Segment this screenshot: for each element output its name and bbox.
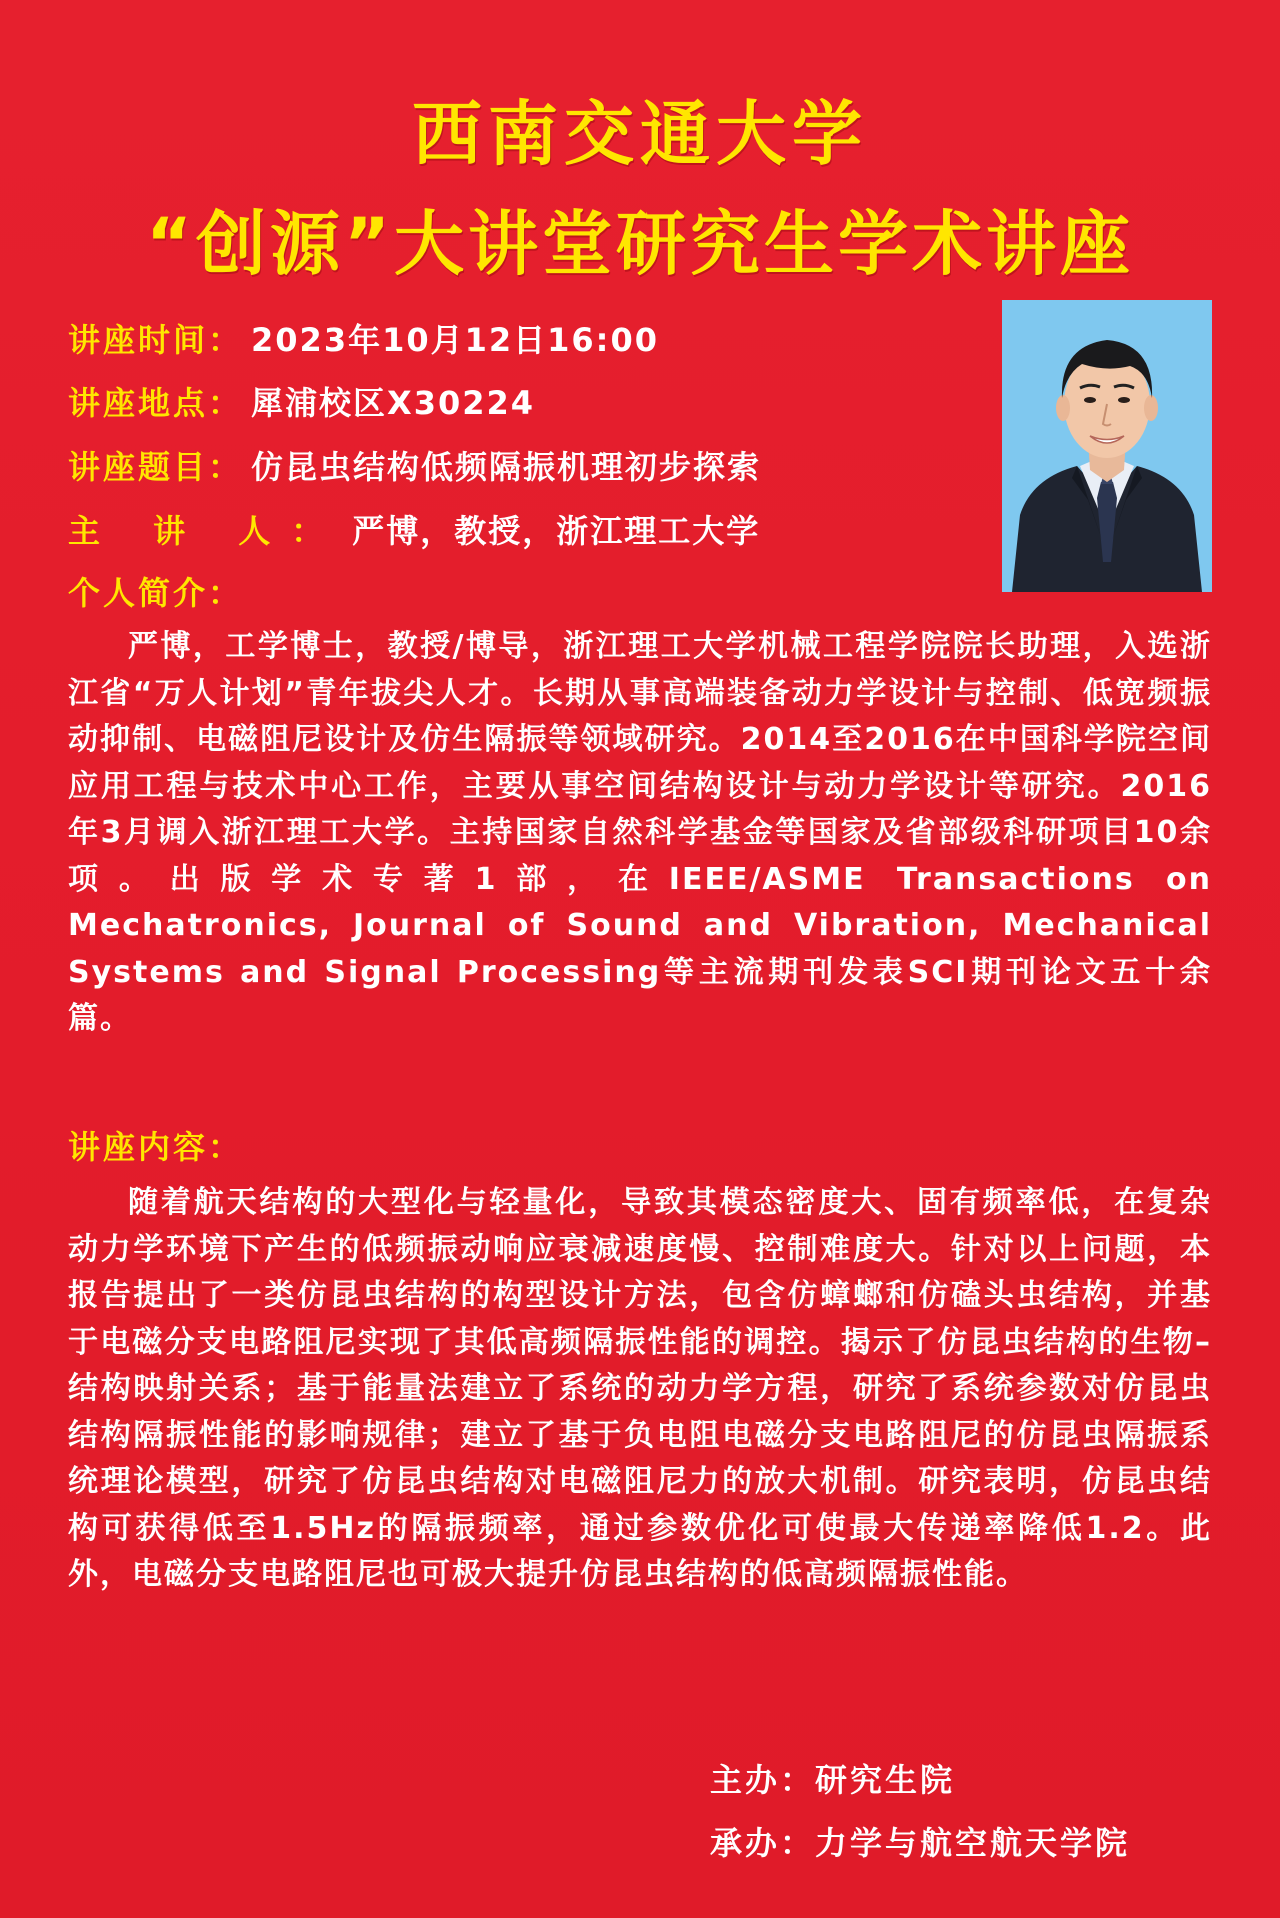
info-speaker [68,503,760,555]
topic-value: 仿昆虫结构低频隔振机理初步探索 [251,448,762,486]
topic-label: 讲座题目： [68,448,244,486]
time-label: 讲座时间： [68,321,244,359]
series-title: “创源”大讲堂研究生学术讲座 [145,203,1134,285]
bio-label: 个人简介： [68,574,244,612]
info-place [68,375,535,427]
university-title: 西南交通大学 [412,93,868,175]
info-bio [68,565,243,617]
speaker-label: 主 讲 人： [68,512,345,550]
speaker-value: 严博，教授，浙江理工大学 [352,512,761,550]
info-topic [68,439,761,491]
speaker-photo [1002,300,1212,592]
place-value: 犀浦校区X30224 [251,384,536,422]
time-value: 2023年10月12日16:00 [251,321,660,359]
organizer-org: 承办：力学与航空航天学院 [710,1824,1131,1862]
place-label: 讲座地点： [68,384,244,422]
content-label: 讲座内容： [68,1128,244,1166]
bio-text: 严博，工学博士，教授/博导，浙江理工大学机械工程学院院长助理，入选浙江省“万人计划”青年拔尖人才。长期从事高端装备动力学设计与控制、低宽频振动抑制、电磁阻尼设计及仿生隔振等领域研究。2014至2016在中国科学院空间应用工程与技术中心工作，主要从事空间结构设计与动力学设计等研究。2016年3月调入浙江理工大学。主持国家自然科学基金等国家及省部级科研项目10余项。出版学术专著1部，在IEEE/ASME Transactions on Mechatronics, Journal of Sound and Vibration, Mechanical Systems and Signal Processing等主流期刊发表SCI期刊论文五十余篇。 [68,629,1212,1036]
info-time [68,312,659,364]
content-text: 随着航天结构的大型化与轻量化，导致其模态密度大、固有频率低，在复杂动力学环境下产生的低频振动响应衰减速度慢、控制难度大。针对以上问题，本报告提出了一类仿昆虫结构的构型设计方法，包含仿蟑螂和仿磕头虫结构，并基于电磁分支电路阻尼实现了其低高频隔振性能的调控。揭示了仿昆虫结构的生物–结构映射关系；基于能量法建立了系统的动力学方程，研究了系统参数对仿昆虫结构隔振性能的影响规律；建立了基于负电阻电磁分支电路阻尼的仿昆虫隔振系统理论模型，研究了仿昆虫结构对电磁阻尼力的放大机制。研究表明，仿昆虫结构可获得低至1.5Hz的隔振频率，通过参数优化可使最大传递率降低1.2。此外，电磁分支电路阻尼也可极大提升仿昆虫结构的低高频隔振性能。 [68,1185,1212,1592]
speaker-portrait-icon [1002,300,1212,592]
host-org: 主办：研究生院 [710,1761,956,1799]
